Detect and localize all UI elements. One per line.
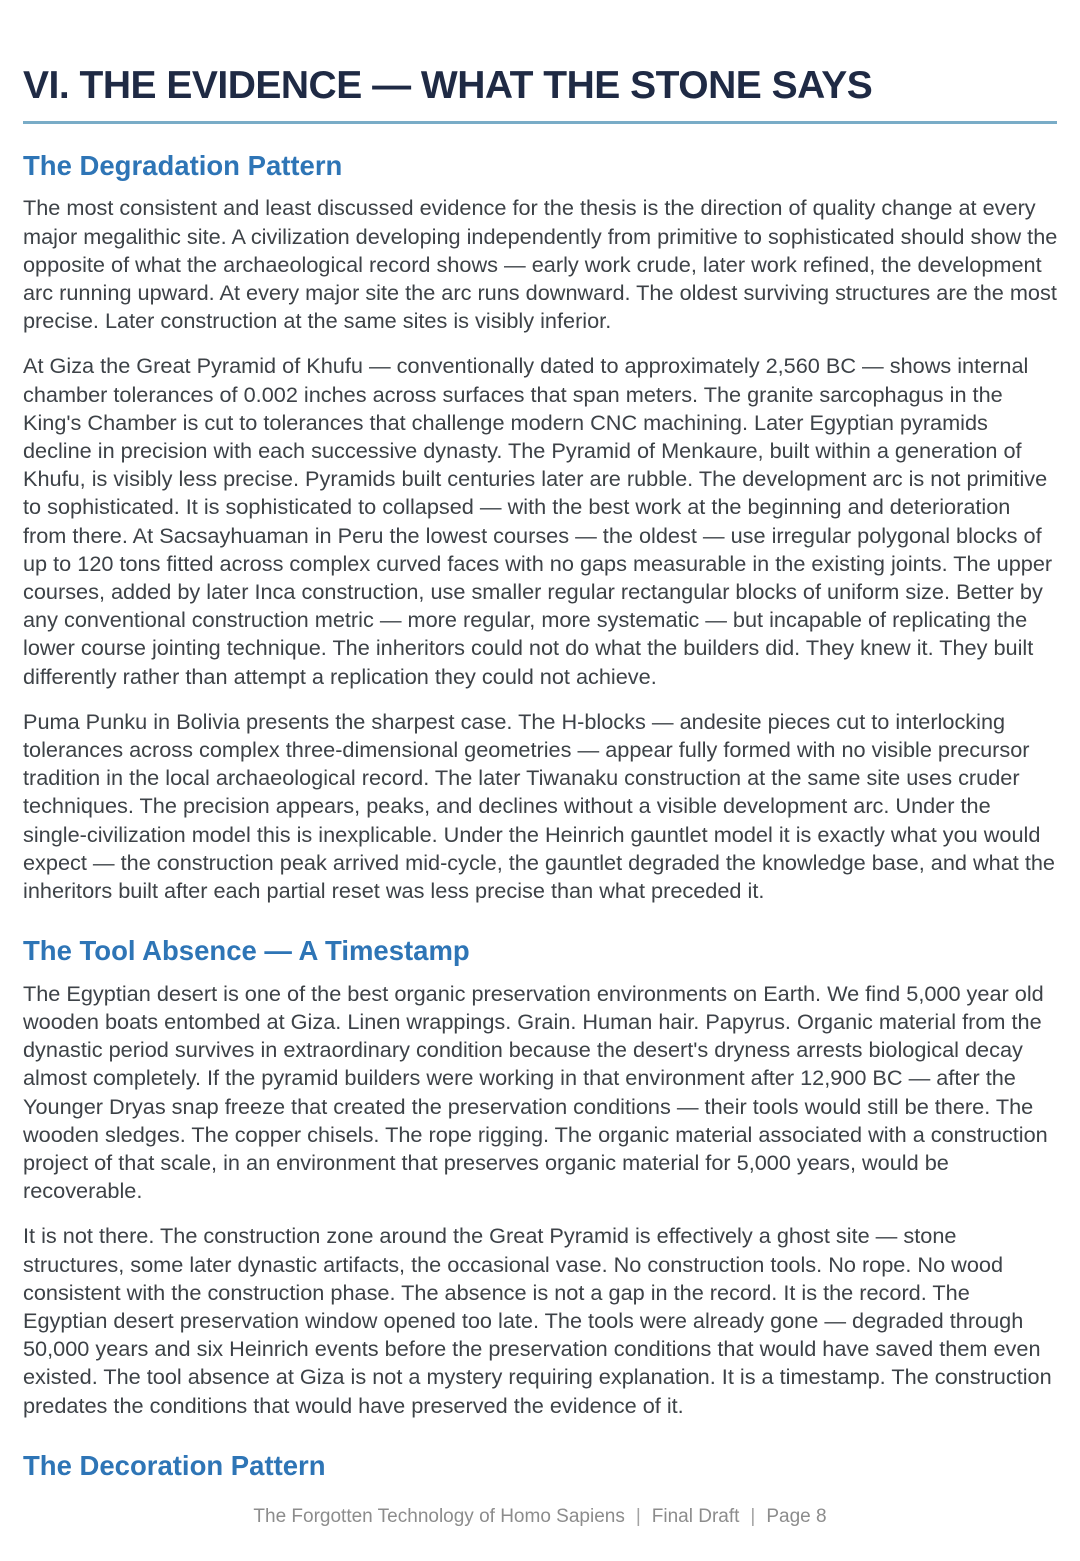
paragraph: It is not there. The construction zone around the Great Pyramid is effectively a ghost site — stone structures, some later dynastic artifacts, the occasional vase. No construction tools. No rope. No wood consistent with the construction phase. The absence is not a gap in the record. It is the record. The Egyptian desert preservation window opened too late. The tools were already gone — degraded through 50,000 years and six Heinrich events before the preservation conditions that would have saved them even existed. The tool absence at Giza is not a mystery requiring explanation. It is a timestamp. The construction predates the conditions that would have preserved the evidence of it. <box>23 1223 1052 1418</box>
section-heading-degradation-pattern: The Degradation Pattern <box>23 149 343 181</box>
document-body <box>23 150 1057 1482</box>
footer-draft-status: Final Draft <box>651 1506 740 1527</box>
section-heading-tool-absence: The Tool Absence — A Timestamp <box>23 935 470 967</box>
footer-page-number: Page 8 <box>766 1506 827 1527</box>
page-title: VI. THE EVIDENCE — WHAT THE STONE SAYS <box>23 64 873 107</box>
footer-separator: | <box>635 1506 641 1527</box>
section-heading-decoration-pattern: The Decoration Pattern <box>23 1449 326 1481</box>
footer-doc-name: The Forgotten Technology of Homo Sapiens <box>253 1506 625 1527</box>
paragraph: Puma Punku in Bolivia presents the sharpest case. The H-blocks — andesite pieces cut to interlocking tolerances across complex three-dimensional geometries — appear fully formed with no visible precursor tradition in the local archaeological record. The later Tiwanaku construction at the same site uses cruder techniques. The precision appears, peaks, and declines without a visible development arc. Under the single-civilization model this is inexplicable. Under the Heinrich gauntlet model it is exactly what you would expect — the construction peak arrived mid-cycle, the gauntlet degraded the knowledge base, and what the inheritors built after each partial reset was less precise than what preceded it. <box>23 708 1055 903</box>
section-degradation-pattern <box>23 150 1057 906</box>
paragraph: The most consistent and least discussed evidence for the thesis is the direction of quality change at every major megalithic site. A civilization developing independently from primitive to sophisticated should show the opposite of what the archaeological record shows — early work crude, later work refined, the development arc running upward. At every major site the arc runs downward. The oldest surviving structures are the most precise. Later construction at the same sites is visibly inferior. <box>23 195 1058 334</box>
paragraph: The Egyptian desert is one of the best organic preservation environments on Earth. We find 5,000 year old wooden boats entombed at Giza. Linen wrappings. Grain. Human hair. Papyrus. Organic material from the dynastic period survives in extraordinary condition because the desert's dryness arrests biological decay almost completely. If the pyramid builders were working in that environment after 12,900 BC — after the Younger Dryas snap freeze that created the preservation conditions — their tools would still be there. The wooden sledges. The copper chisels. The rope rigging. The organic material associated with a construction project of that scale, in an environment that preserves organic material for 5,000 years, would be recoverable. <box>23 980 1048 1204</box>
section-tool-absence <box>23 935 1057 1420</box>
title-divider <box>23 121 1057 124</box>
page-footer <box>0 1506 1080 1529</box>
footer-separator: | <box>750 1506 756 1527</box>
section-decoration-pattern <box>23 1450 1057 1482</box>
paragraph: At Giza the Great Pyramid of Khufu — conventionally dated to approximately 2,560 BC — shows internal chamber tolerances of 0.002 inches across surfaces that span meters. The granite sarcophagus in the King's Chamber is cut to tolerances that challenge modern CNC machining. Later Egyptian pyramids decline in precision with each successive dynasty. The Pyramid of Menkaure, built within a generation of Khufu, is visibly less precise. Pyramids built centuries later are rubble. The development arc is not primitive to sophisticated. It is sophisticated to collapsed — with the best work at the beginning and deterioration from there. At Sacsayhuaman in Peru the lowest courses — the oldest — use irregular polygonal blocks of up to 120 tons fitted across complex curved faces with no gaps measurable in the existing joints. The upper courses, added by later Inca construction, use smaller regular rectangular blocks of uniform size. Better by any conventional construction metric — more regular, more systematic — but incapable of replicating the lower course jointing technique. The inheritors could not do what the builders did. They knew it. They built differently rather than attempt a replication they could not achieve. <box>23 353 1053 689</box>
